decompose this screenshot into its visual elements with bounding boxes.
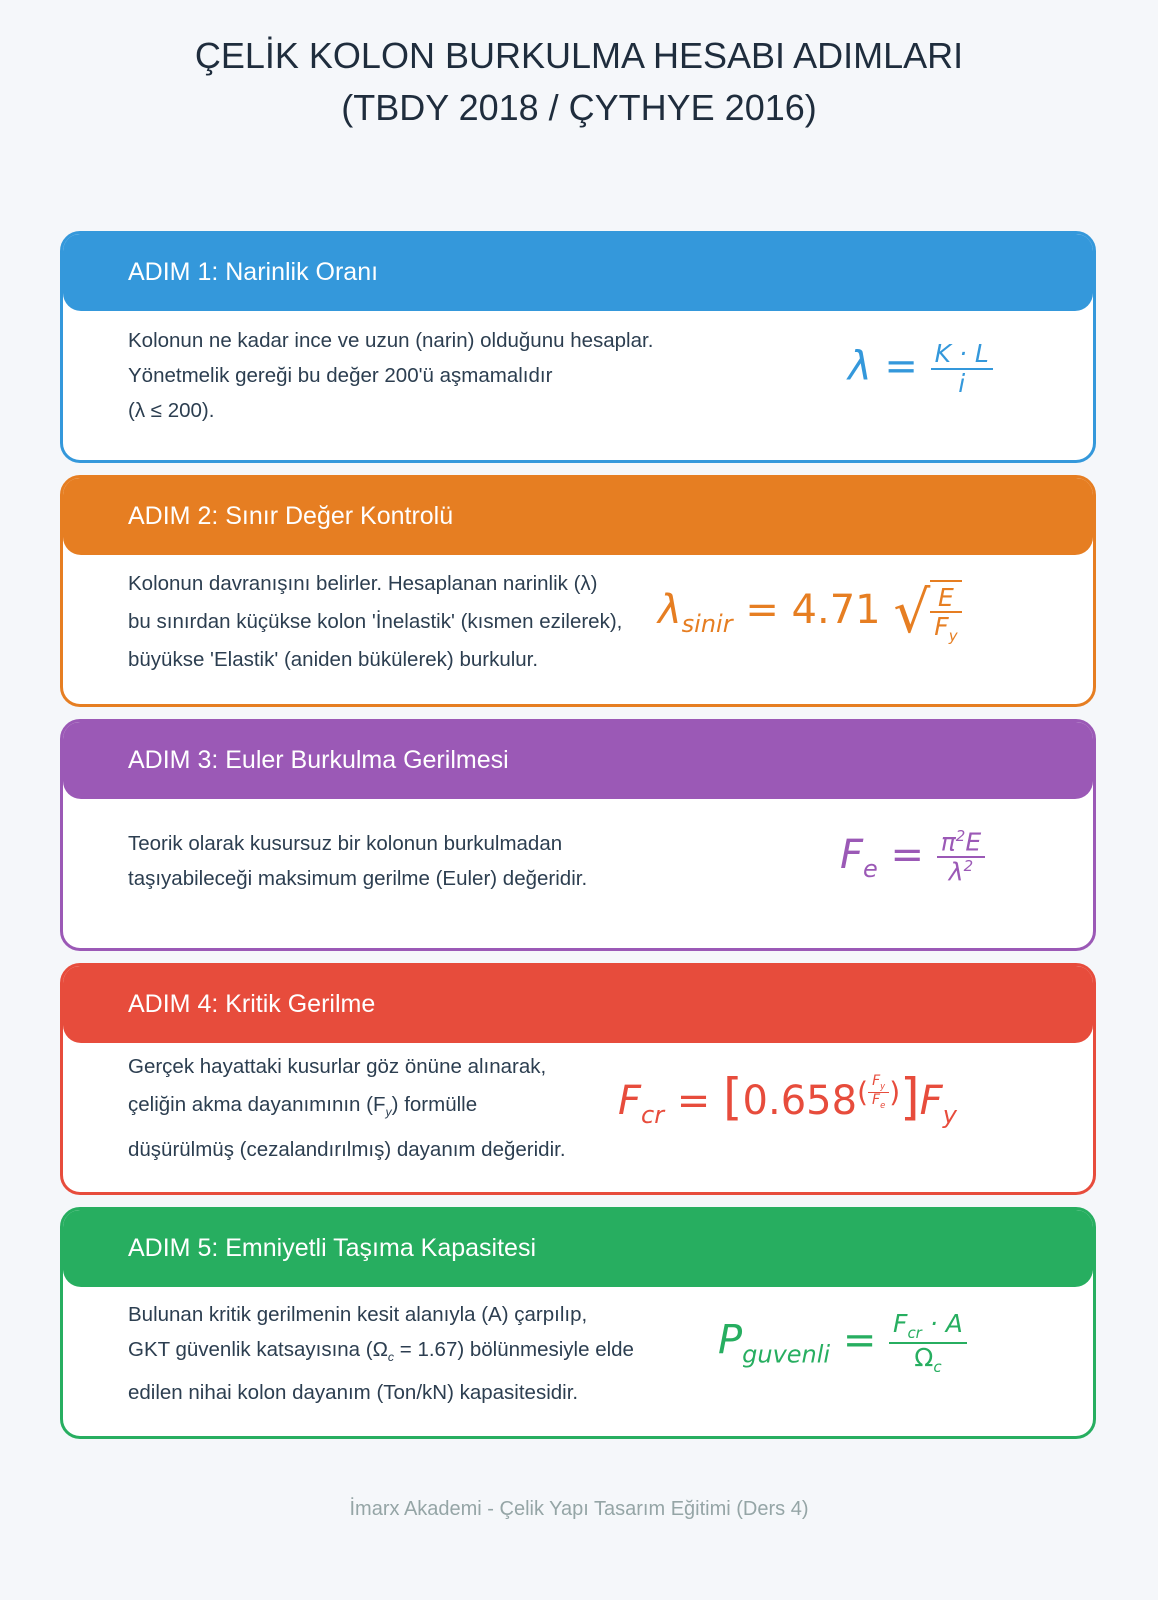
formula-exponent-fraction [868, 1074, 889, 1109]
formula-lhs: P [718, 1317, 743, 1364]
sqrt-symbol: √ [893, 578, 931, 646]
formula-fraction [931, 340, 993, 397]
right-bracket: ] [900, 1068, 920, 1126]
step-description-1 [128, 323, 768, 428]
formula-lhs: λ [658, 587, 682, 633]
step-card-4 [60, 963, 1096, 1195]
exponent-denominator: F [872, 1091, 881, 1108]
step-header-1 [63, 234, 1093, 311]
formula-lhs-subscript: e [863, 854, 878, 883]
step-description-line: Kolonun ne kadar ince ve uzun (narin) olduğunu hesaplar. [128, 329, 654, 352]
step-card-1 [60, 231, 1096, 463]
step-description-line: Teorik olarak kusursuz bir kolonun burkulmadan [128, 832, 563, 855]
step-description-line: taşıyabileceği maksimum gerilme (Euler) değeridir. [128, 867, 588, 890]
safe-capacity-formula: $P_{guvenli}$ = $\frac{F_{cr} \cdot A}{\Omega_c}$ [718, 1310, 967, 1375]
step-description-text: GKT güvenlik katsayısına (Ω [128, 1338, 388, 1361]
omega-subscript: c [387, 1350, 395, 1365]
step-description-3 [128, 826, 768, 896]
formula-base: 0.658 [742, 1078, 858, 1124]
formula-denominator-exponent: 2 [963, 856, 974, 875]
step-title-4: ADIM 4: Kritik Gerilme [128, 990, 376, 1018]
formula-lhs-subscript: guvenli [742, 1340, 831, 1369]
formula-coefficient: 4.71 [791, 587, 881, 633]
formula-denominator-subscript: c [933, 1357, 942, 1376]
step-description-line: Yönetmelik gereği bu değer 200'ü aşmamalıdır [128, 364, 553, 387]
exponent-numerator-subscript: y [880, 1081, 886, 1092]
formula-tail: F [919, 1078, 943, 1124]
exponent-numerator: F [872, 1073, 881, 1090]
step-description-line: bu sınırdan küçükse kolon 'İnelastik' (kısmen ezilerek), [128, 610, 623, 633]
footer-credit: İmarx Akademi - Çelik Yapı Tasarım Eğitimi (Ders 4) [349, 1498, 809, 1520]
page-title-line2: (TBDY 2018 / ÇYTHYE 2016) [341, 87, 817, 128]
page-title-line1: ÇELİK KOLON BURKULMA HESABI ADIMLARI [194, 35, 964, 76]
step-header-3 [63, 722, 1093, 799]
formula-numerator: π [940, 827, 956, 857]
step-description-line: Gerçek hayattaki kusurlar göz önüne alınarak, [128, 1055, 547, 1078]
formula-numerator: F [893, 1309, 908, 1338]
step-card-2 [60, 475, 1096, 707]
formula-lhs: F [840, 831, 864, 878]
step-description-text: ) formülle [391, 1093, 478, 1116]
formula-numerator-exponent: 2 [955, 827, 966, 845]
formula-denominator-subscript: y [948, 627, 958, 645]
exponent-denominator-subscript: e [880, 1099, 886, 1110]
step-description-5 [128, 1297, 768, 1410]
formula-lhs-subscript: sinir [681, 610, 733, 638]
formula-lhs: λ [848, 343, 872, 390]
formula-numerator-tail: · A [921, 1309, 963, 1338]
step-title-3: ADIM 3: Euler Burkulma Gerilmesi [128, 746, 509, 774]
step-description-text: çeliğin akma dayanımının (F [128, 1093, 386, 1116]
formula-exponent: ( Fy Fe ) [857, 1073, 901, 1110]
limit-slenderness-formula: $\lambda_{sinir} = 4.71$ √ $\frac{E}{F_y}$ [658, 578, 962, 646]
formula-fraction [937, 828, 985, 886]
formula-numerator: E [930, 584, 961, 614]
step-header-5 [63, 1210, 1093, 1287]
critical-stress-formula: $F_{cr} = [0.658^{( \frac{F_y}{F_e} )}]F_y$ [618, 1068, 957, 1129]
left-bracket: [ [723, 1068, 743, 1126]
step-description-line [128, 1332, 768, 1375]
euler-stress-formula: $F_e$ = $\frac{\pi^2E}{\lambda^2}$ [840, 828, 985, 886]
step-title-1: ADIM 1: Narinlik Oranı [128, 258, 379, 286]
formula-fraction [889, 1310, 967, 1375]
step-header-4 [63, 966, 1093, 1043]
step-title-5: ADIM 5: Emniyetli Taşıma Kapasitesi [128, 1234, 537, 1262]
yield-subscript: y [385, 1105, 392, 1120]
formula-lhs: F [618, 1078, 642, 1124]
step-description-line: edilen nihai kolon dayanım (Ton/kN) kapasitesidir. [128, 1381, 579, 1405]
step-title-2: ADIM 2: Sınır Değer Kontrolü [128, 502, 454, 530]
step-description-line: Kolonun davranışını belirler. Hesaplanan narinlik (λ) [128, 572, 598, 595]
formula-tail-subscript: y [942, 1101, 957, 1129]
formula-fraction [930, 580, 961, 645]
formula-lhs-subscript: cr [641, 1101, 665, 1129]
formula-numerator-tail: E [965, 827, 982, 857]
step-description-line: Bulunan kritik gerilmenin kesit alanıyla (A) çarpılıp, [128, 1303, 588, 1326]
step-description-text: = 1.67) bölünmesiyle elde [394, 1338, 634, 1361]
formula-denominator: λ [948, 857, 964, 887]
step-description-line: (λ ≤ 200). [128, 399, 215, 422]
slenderness-formula: λ = $\frac{K \cdot L}{i}$ [848, 340, 993, 397]
step-card-5 [60, 1207, 1096, 1439]
formula-denominator: Ω [914, 1342, 934, 1372]
page-title [0, 30, 1158, 134]
formula-denominator: F [934, 612, 949, 641]
step-description-line: düşürülmüş (cezalandırılmış) dayanım değeridir. [128, 1138, 566, 1162]
step-description-line: büyükse 'Elastik' (aniden bükülerek) burkulur. [128, 648, 539, 671]
step-card-3 [60, 719, 1096, 951]
formula-numerator: K · L [931, 340, 993, 370]
formula-numerator-subscript: cr [907, 1324, 922, 1342]
formula-denominator: i [958, 368, 966, 398]
step-header-2 [63, 478, 1093, 555]
